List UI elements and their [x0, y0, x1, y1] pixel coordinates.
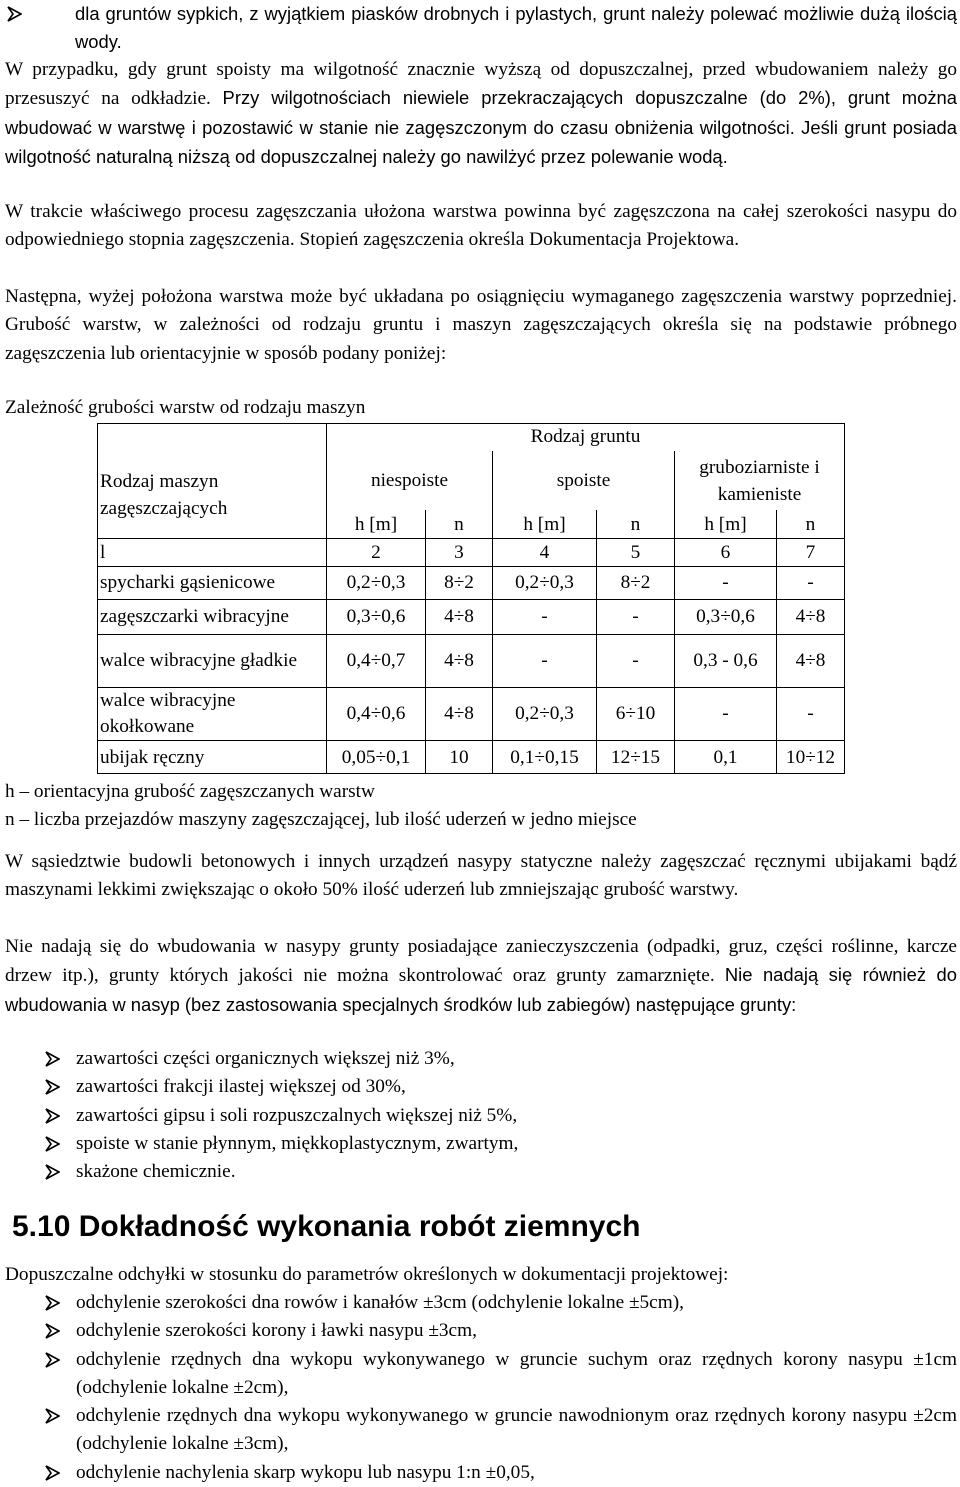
column-number: 4: [539, 541, 550, 563]
paragraph-compaction-b: Stopień zagęszczenia określa Dokumentacja Projektowa.: [299, 229, 740, 251]
column-number: 6: [720, 541, 731, 563]
table-row-label: zagęszczarki wibracyjne: [100, 606, 289, 627]
table-cell: 4÷8: [795, 606, 826, 627]
table-cell: 0,2÷0,3: [346, 572, 406, 593]
arrowhead-bullet-icon: [45, 1402, 61, 1430]
list-item: [5, 1130, 957, 1158]
table-row-label: spycharki gąsienicowe: [100, 572, 276, 593]
paragraph-layers-b: Grubość warstw, w zależności od rodzaju gruntu i maszyn zagęszczających określa się na podstawie próbnego zagęszczenia lub orientacyjnie w sposób podany poniżej:: [5, 314, 957, 364]
tolerances-list: [5, 1289, 957, 1487]
soil-type-header: gruboziarniste i kamieniste: [699, 457, 820, 505]
arrowhead-bullet-icon: [45, 1102, 61, 1130]
list-item-text: zawartości gipsu i soli rozpuszczalnych większej niż 5%,: [76, 1104, 518, 1126]
table-row-label: walce wibracyjne gładkie: [100, 650, 298, 671]
list-item-text: odchylenie nachylenia skarp wykopu lub nasypu 1:n ±0,05,: [76, 1461, 535, 1483]
arrowhead-bullet-icon: [7, 0, 23, 28]
column-number: 5: [630, 541, 641, 563]
list-item-text: zawartości części organicznych większej niż 3%,: [76, 1048, 455, 1069]
list-item: [5, 0, 957, 57]
column-number: 7: [805, 541, 816, 563]
paragraph-unsuitable: [5, 933, 957, 1020]
paragraph-concrete: W sąsiedztwie budowli betonowych i innych urządzeń nasypy statyczne należy zagęszczać ręcznymi ubijakami bądź maszynami lekkimi zwiększając o około 50% ilość uderzeń lub zmniejszając grubość warstwy.: [5, 851, 957, 901]
list-item: [5, 1459, 957, 1487]
section-intro: Dopuszczalne odchyłki w stosunku do parametrów określonych w dokumentacji projektowej:: [5, 1264, 729, 1285]
table-cell: 0,2÷0,3: [515, 572, 574, 593]
paragraph-layers-a: Następna, wyżej położona warstwa może być układana po osiągnięciu wymaganego zagęszczenia warstwy poprzedniej.: [5, 286, 957, 307]
list-item: [5, 1045, 957, 1073]
column-number: l: [100, 541, 106, 563]
table-cell: 4÷8: [444, 606, 474, 627]
table-cell: 8÷2: [444, 572, 474, 593]
arrowhead-bullet-icon: [45, 1045, 61, 1073]
table-cell: -: [807, 703, 814, 724]
top-bullet-text: dla gruntów sypkich, z wyjątkiem piasków drobnych i pylastych, grunt należy polewać możliwie dużą ilością wody.: [75, 3, 957, 53]
layer-thickness-table: [97, 423, 845, 774]
table-cell: -: [541, 606, 548, 627]
table-cell: -: [632, 606, 639, 627]
table-cell: 6÷10: [615, 703, 656, 724]
legend-n: n – liczba przejazdów maszyny zagęszczającej, lub ilość uderzeń w jedno miejsce: [5, 809, 637, 830]
table-cell: 0,3÷0,6: [346, 606, 406, 627]
table-cell: 0,1: [713, 746, 738, 768]
arrowhead-bullet-icon: [45, 1073, 61, 1101]
unit-header: h [m]: [523, 513, 566, 535]
list-item: [5, 1317, 957, 1345]
table-cell: -: [541, 650, 548, 671]
unit-header: n: [805, 513, 816, 535]
unit-header: h [m]: [704, 513, 747, 535]
arrowhead-bullet-icon: [45, 1289, 61, 1317]
list-item-text: spoiste w stanie płynnym, miękkoplastycznym, zwartym,: [76, 1132, 519, 1154]
list-item: [5, 1346, 957, 1403]
list-item: [5, 1073, 957, 1101]
table-group-header: Rodzaj gruntu: [530, 426, 641, 447]
list-item-text: odchylenie rzędnych dna wykopu wykonywanego w gruncie suchym oraz rzędnych korony nasypu ±1cm (odchylenie lokalne ±2cm),: [76, 1348, 957, 1398]
column-number: 2: [371, 541, 381, 563]
table-row-label: ubijak ręczny: [100, 746, 205, 768]
paragraph-moisture-a: W przypadku, gdy grunt spoisty ma wilgotność znacznie wyższą od dopuszczalnej, przed wbudowaniem należy go przesuszyć na odkładzie.: [5, 59, 957, 110]
list-item-text: odchylenie szerokości korony i ławki nasypu ±3cm,: [76, 1320, 477, 1342]
table-cell: 0,1÷0,15: [510, 746, 579, 768]
arrowhead-bullet-icon: [45, 1158, 61, 1186]
paragraph-moisture-b: Przy wilgotnościach niewiele przekraczających dopuszczalne (do 2%), grunt można wbudować w warstwę i pozostawić w stanie nie zagęszczonym do czasu obniżenia wilgotności. Jeśli grunt posiada wilgotność naturalną niższą od dopuszczalnej należy go nawilżyć przez polewanie wodą.: [5, 87, 957, 167]
list-item-text: skażone chemicznie.: [76, 1161, 236, 1183]
arrowhead-bullet-icon: [45, 1130, 61, 1158]
paragraph-unsuitable-a: Nie nadają się do wbudowania w nasypy grunty posiadające zanieczyszczenia (odpadki, gruz, części roślinne, karcze drzew itp.), grunty których jakości nie można skontrolować oraz grunty zamarznięte.: [5, 936, 957, 987]
arrowhead-bullet-icon: [45, 1459, 61, 1487]
column-number: 3: [454, 541, 464, 563]
unit-header: n: [630, 513, 641, 535]
table-cell: 12÷15: [610, 746, 661, 768]
table-cell: -: [722, 703, 729, 724]
table-cell: 0,2÷0,3: [515, 703, 574, 724]
table-row-label: walce wibracyjne okołkowane: [100, 690, 236, 737]
paragraph-compaction: [5, 198, 957, 255]
list-item: [5, 1102, 957, 1130]
soil-type-header: niespoiste: [370, 470, 449, 491]
table-corner-header: Rodzaj maszyn zagęszczających: [100, 470, 228, 519]
paragraph-compaction-a: W trakcie właściwego procesu zagęszczania ułożona warstwa powinna być zagęszczona na całej szerokości nasypu do odpowiedniego stopnia zagęszczenia.: [5, 201, 957, 251]
table-caption: Zależność grubości warstw od rodzaju maszyn: [5, 397, 366, 418]
unit-header: h [m]: [354, 513, 398, 535]
table-cell: 0,05÷0,1: [341, 746, 411, 768]
paragraph-unsuitable-b: Nie nadają się również do wbudowania w nasyp (bez zastosowania specjalnych środków lub zabiegów) następujące grunty:: [5, 964, 957, 1015]
unsuitable-soils-list: [5, 1045, 957, 1186]
table-cell: 0,4÷0,7: [346, 650, 406, 671]
paragraph-layers: [5, 283, 957, 368]
top-bullet-list: [5, 0, 957, 57]
table-cell: 4÷8: [444, 703, 474, 724]
table-cell: -: [722, 572, 729, 593]
legend-h: h – orientacyjna grubość zagęszczanych warstw: [5, 781, 375, 802]
table-cell: 0,4÷0,6: [346, 703, 406, 724]
table-cell: 0,3÷0,6: [696, 606, 755, 627]
arrowhead-bullet-icon: [45, 1346, 61, 1374]
list-item-text: odchylenie rzędnych dna wykopu wykonywanego w gruncie nawodnionym oraz rzędnych korony nasypu ±2cm (odchylenie lokalne ±3cm),: [76, 1405, 957, 1455]
table-cell: 4÷8: [444, 650, 474, 671]
list-item-text: zawartości frakcji ilastej większej od 30%,: [76, 1076, 406, 1098]
list-item: [5, 1289, 957, 1317]
table-cell: -: [632, 650, 639, 671]
table-cell: 8÷2: [620, 572, 651, 593]
soil-type-header: spoiste: [556, 470, 611, 491]
table-cell: 0,3 - 0,6: [693, 650, 758, 671]
paragraph-moisture: [5, 56, 957, 172]
list-item: [5, 1158, 957, 1186]
table-cell: 4÷8: [795, 650, 826, 671]
table-cell: 10: [449, 746, 469, 768]
table-cell: 10÷12: [785, 746, 836, 768]
section-heading: 5.10 Dokładność wykonania robót ziemnych: [12, 1210, 641, 1243]
list-item: [5, 1402, 957, 1459]
unit-header: n: [454, 513, 464, 535]
arrowhead-bullet-icon: [45, 1317, 61, 1345]
list-item-text: odchylenie szerokości dna rowów i kanałów ±3cm (odchylenie lokalne ±5cm),: [76, 1292, 684, 1313]
table-cell: -: [807, 572, 814, 593]
